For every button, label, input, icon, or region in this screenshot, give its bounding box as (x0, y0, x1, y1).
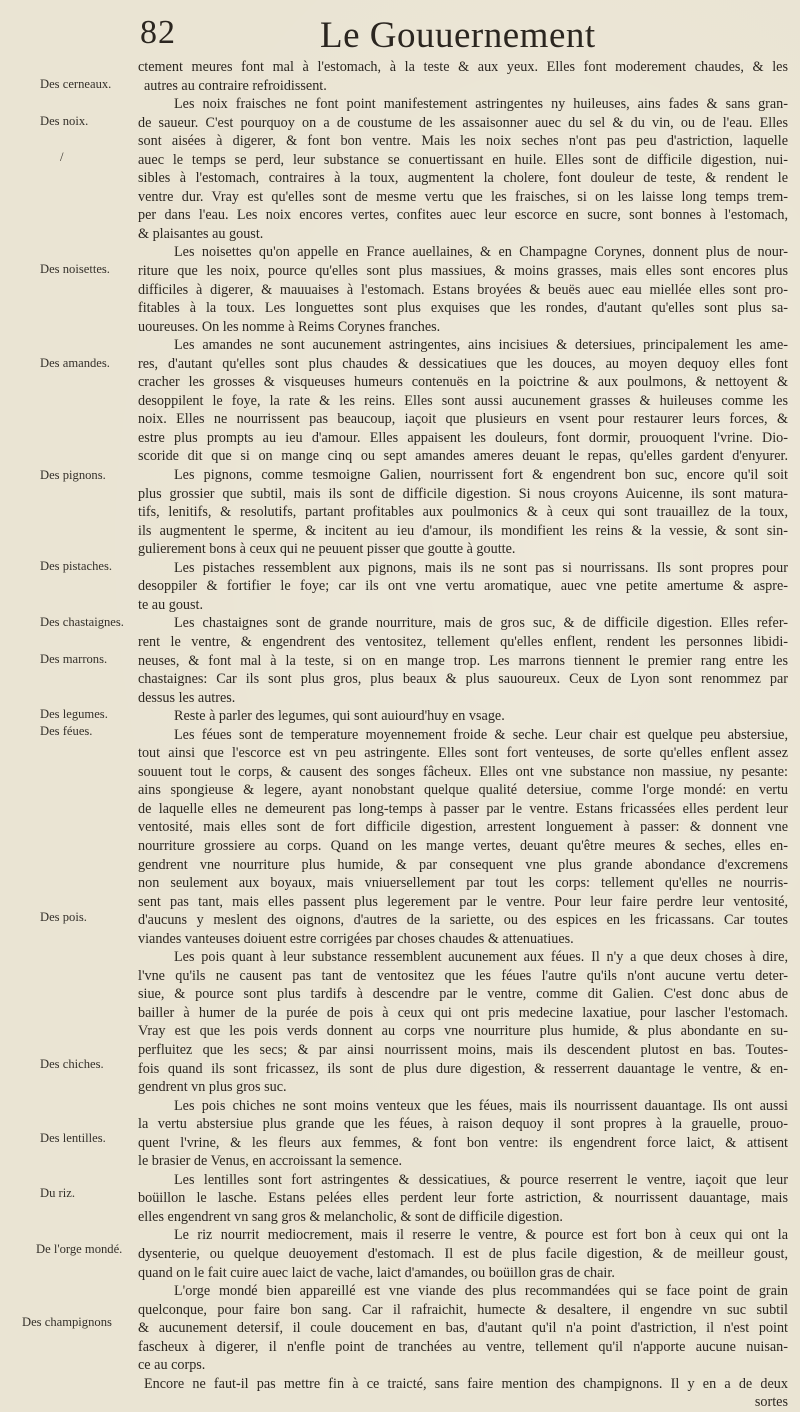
page-number: 82 (140, 14, 176, 51)
text-line: auec le temps se perd, leur substance se conuertissant en huile. Elles sont de difficile digestion, nui- (138, 151, 788, 168)
text-line: fois quand ils sont fricassez, ils sont de plus dure digestion, & resserrent dauantage le ventre, & en- (138, 1060, 788, 1077)
text-line: d'aucuns y meslent des oignons, d'autres de la sariette, ou des espices en les fricassans. Car toutes (138, 912, 788, 929)
text-line: tout ainsi que l'escorce est vn peu astringente. Elles sont fort venteuses, de sorte qu'elles enflent assez (138, 745, 788, 762)
text-line: boüillon le lasche. Estans pelées elles perdent leur forte astriction, & nourrissent dauantage, mais (138, 1190, 788, 1207)
text-line: Reste à parler des legumes, qui sont auiourd'huy en vsage. (174, 708, 505, 725)
text-line: noix. Elles ne nourrissent pas beaucoup, iaçoit que plusieurs en vsent pour restaurer leurs forces, & (138, 411, 788, 428)
text-line: Le riz nourrit mediocrement, mais il reserre le ventre, & pource est fort bon à ceux qui ont la (174, 1227, 788, 1244)
text-line: desoppiler & fortifier le foye; car ils ont vne vertu aromatique, auec vne petite amertume & aspre- (138, 578, 788, 595)
text-line: cracher les grosses & visqueuses humeurs contenuës en la poictrine & aux poulmons, & nettoyent & (138, 374, 788, 391)
text-line: quand on le fait cuire auec laict de vache, laict d'amandes, ou boüillon gras de chair. (138, 1264, 615, 1281)
margin-note: Des pois. (40, 910, 87, 924)
running-title: Le Gouuernement (320, 15, 596, 56)
margin-note: Des noisettes. (40, 262, 110, 276)
text-line: chastaignes: Car ils sont plus gros, plus beaux & plus sauoureux. Ceux de Lyon sont renommez par (138, 671, 788, 688)
text-line: non seulement aux boyaux, mais vniuersellement par tout les corps: tellement qu'elles ne nourris- (138, 875, 788, 892)
text-line: Les pois chiches ne sont moins venteux que les féues, mais ils nourrissent dauantage. Ils ont aussi (174, 1097, 788, 1114)
text-line: dessus les autres. (138, 689, 236, 706)
text-line: viandes vanteuses doiuent estre corrigées par choses chaudes & attenuatiues. (138, 930, 574, 947)
margin-note: Des cerneaux. (40, 77, 112, 91)
text-line: gendrent vn plus gros suc. (138, 1079, 287, 1096)
text-line: uoureuses. On les nomme à Reims Corynes franches. (138, 318, 441, 335)
page-header (140, 14, 660, 62)
margin-note: Du riz. (40, 1186, 75, 1200)
text-line: de saueur. C'est pourquoy on a de coustume de les assaisonner auec du sel & du vin, ou de l'eau. Elles (138, 114, 788, 131)
text-line: perfluitez que les secs; & par ainsi nourrissent moins, mais ils descendent plutost en bas. Toutes- (138, 1041, 788, 1058)
text-line: fitables à la toux. Les longuettes sont plus exquises que les rondes, d'autant qu'elles sont plus sa- (138, 300, 788, 317)
text-line: difficiles à digerer, & mauuaises à l'estomach. Estans broyées & beuës auec eau miellée elles sont pro- (138, 281, 788, 298)
text-line: Encore ne faut-il pas mettre fin à ce traicté, sans faire mention des champignons. Il y en a de deux (144, 1375, 788, 1392)
margin-note: Des chastaignes. (40, 615, 124, 629)
text-line: & plaisantes au goust. (138, 225, 264, 242)
body-text (138, 58, 788, 1412)
text-line: plus grossier que subtil, mais ils sont de difficile digestion. Si nous croyons Auicenne, ils sont matura- (138, 485, 788, 502)
margin-notes (0, 0, 140, 1371)
margin-note: Des féues. (40, 724, 93, 738)
text-line: quent l'vrine, & les fleurs aux femmes, & font bon ventre: ils engendrent force laict, & attisent (138, 1134, 788, 1151)
text-line: sent pas tant, mais elles passent plus legerement par le ventre. Pour leur faire perdre leur ventosité, (138, 893, 788, 910)
text-line: per dans l'eau. Les noix encores vertes, confites auec leur escorce en sucre, sont bonnes à l'estomach, (138, 207, 788, 224)
text-line: ils augmentent le sperme, & incitent au ieu d'amour, ils mondifient les reins & la vessie, & sont sin- (138, 522, 788, 539)
margin-note: Des marrons. (40, 652, 108, 666)
text-line: ains spongieuse & legere, ayant nonobstant quelque qualité detersiue, comme l'orge mondé: en vertu (138, 782, 788, 799)
text-line: rent le ventre, & engendrent des ventositez, tellement qu'elles enflent, rendent les personnes libidi- (138, 633, 788, 650)
text-line: Les amandes ne sont aucunement astringentes, ains incisiues & detersiues, principalement les ame- (174, 337, 788, 354)
text-line: neuses, & font mal à la teste, si on en mange trop. Les marrons tiennent le premier rang entre les (138, 652, 788, 669)
margin-note: Des pignons. (40, 468, 106, 482)
text-line: quelconque, pour faire bon sang. Car il rafraichit, humecte & desaltere, il engendre vn suc subtil (138, 1301, 788, 1318)
text-line: Vray est que les pois verds donnent au corps vne nourriture plus humide, & plus abondante en su- (138, 1023, 788, 1040)
text-line: nourriture grossiere au corps. Quand on les mange vertes, deuant qu'être meures & seches, elles en- (138, 837, 788, 854)
text-line: te au goust. (138, 596, 204, 613)
text-line: scoride dit que si on mange cinq ou sept amandes ameres deuant le repas, qu'elles gardent d'enyurer. (138, 448, 788, 465)
text-line: souuent tout le corps, & causent des songes fâcheux. Elles ont vne substance non massiue, ny pesante: (138, 763, 788, 780)
text-line: sibles à l'estomach, contraires à la toux, augmentent la cholere, font douleur de teste, & rendent le (138, 170, 788, 187)
text-line: Les noix fraisches ne font point manifestement astringentes ny huileuses, ains fades & sans gran- (174, 96, 788, 113)
margin-note: Des noix. (40, 114, 89, 128)
text-line: Les féues sont de temperature moyennement froide & seche. Leur chair est quelque peu abstersiue, (174, 726, 788, 743)
text-line: Les pistaches ressemblent aux pignons, mais ils ne sont pas si nourrissans. Ils sont propres pour (174, 559, 788, 576)
margin-note: Des champignons (22, 1315, 112, 1329)
margin-note: Des pistaches. (40, 559, 113, 573)
text-line: autres au contraire refroidissent. (144, 77, 327, 94)
text-line: ce au corps. (138, 1357, 206, 1374)
text-line: bailler à humer de la purée de pois à ceux qui ont pris medecine laxatiue, pour lascher l'estomach. (138, 1004, 788, 1021)
text-line: sont aisées à digerer, & font bon ventre. Mais les noix seches n'ont pas peu d'astriction, laquelle (138, 133, 788, 150)
text-line: de laquelle elles ne demeurent pas long-temps à passer par le ventre. Estans fricassées elles perdent leur (138, 800, 788, 817)
text-line: ctement meures font mal à l'estomach, à la teste & aux yeux. Elles font moderement chaudes, & les (138, 59, 788, 75)
text-line: l'vne qu'ils ne causent pas tant de ventositez que les féues l'autre qu'ils n'ont aucune vertu deter- (138, 967, 788, 984)
margin-note: Des amandes. (40, 356, 110, 370)
text-line: le brasier de Venus, en accroissant la semence. (138, 1153, 403, 1170)
text-line: res, d'autant qu'elles sont plus chaudes & dessicatiues que les douces, au moyen dequoy elles font (138, 355, 788, 372)
text-line: riture que les noix, pource qu'elles sont plus massiues, & moins grasses, mais elles sont encores plus (138, 263, 788, 280)
text-line: Les lentilles sont fort astringentes & dessicatiues, & pource reserrent le ventre, iaçoit que leur (174, 1171, 788, 1188)
catchword: sortes (754, 1394, 788, 1411)
text-line: ventosité, mais elles sont de fort difficile digestion, arrestent longuement à passer: & donnent vne (138, 819, 788, 836)
margin-note: Des lentilles. (40, 1131, 106, 1145)
margin-note: Des legumes. (40, 707, 108, 721)
text-line: elles engendrent vn sang gros & melancholic, & sont de difficile digestion. (138, 1208, 563, 1225)
margin-note: De l'orge mondé. (36, 1242, 123, 1256)
text-line: desoppilent le foye, la rate & les reins. Elles sont aussi aucunement grasses & huileuses comme les (138, 392, 788, 409)
text-line: gulierement bons à ceux qui ne peuuent pisser que goutte à goutte. (138, 541, 516, 558)
text-line: estre plus prompts au ieu d'amour. Elles appaisent les douleurs, font dormir, prouoquent l'vrine. Dio- (138, 429, 788, 446)
text-line: Les pois quant à leur substance ressemblent aucunement aux féues. Il n'y a que deux choses à dire, (174, 949, 788, 966)
text-line: la vertu abstersiue plus grande que les féues, à raison dequoy il sont propres à la grauelle, prouo- (138, 1116, 788, 1133)
text-line: Les pignons, comme tesmoigne Galien, nourrissent fort & engendrent bon suc, encore qu'il soit (174, 467, 788, 484)
margin-note: / (60, 150, 64, 164)
text-line: Les chastaignes sont de grande nourriture, mais de gros suc, & de difficile digestion. Elles refer- (174, 615, 788, 632)
margin-note: Des chiches. (40, 1057, 104, 1071)
text-line: & aucunement detersif, il coule doucement en bas, d'autant qu'il n'a point d'astriction, il n'est point (138, 1320, 788, 1337)
text-line: siue, & pource sont plus tardifs à descendre par le ventre, comme dit Galien. C'est donc abus de (138, 986, 788, 1003)
text-line: tifs, lenitifs, & resolutifs, partant profitables aux poulmonics & à ceux qui sont trauaillez de la toux, (138, 504, 788, 521)
text-line: Les noisettes qu'on appelle en France auellaines, & en Champagne Corynes, donnent plus de nour- (174, 244, 788, 261)
text-line: L'orge mondé bien appareillé est vne viande des plus recommandées qui se face point de grain (174, 1283, 788, 1300)
text-line: dysenterie, ou quelque deuoyement d'estomach. Il est de plus facile digestion, & de meilleur goust, (138, 1246, 788, 1262)
text-line: fascheux à digerer, il n'enfle point de tranchées au ventre, tellement qu'il n'apporte aucune nuisan- (138, 1338, 788, 1355)
text-line: ventre dur. Vray est qu'elles sont de mesme vertu que les fraisches, si on les laisse long temps trem- (138, 188, 788, 205)
text-line: gendrent vne nourriture plus humide, & par consequent vne plus grande abondance d'excremens (138, 856, 788, 873)
